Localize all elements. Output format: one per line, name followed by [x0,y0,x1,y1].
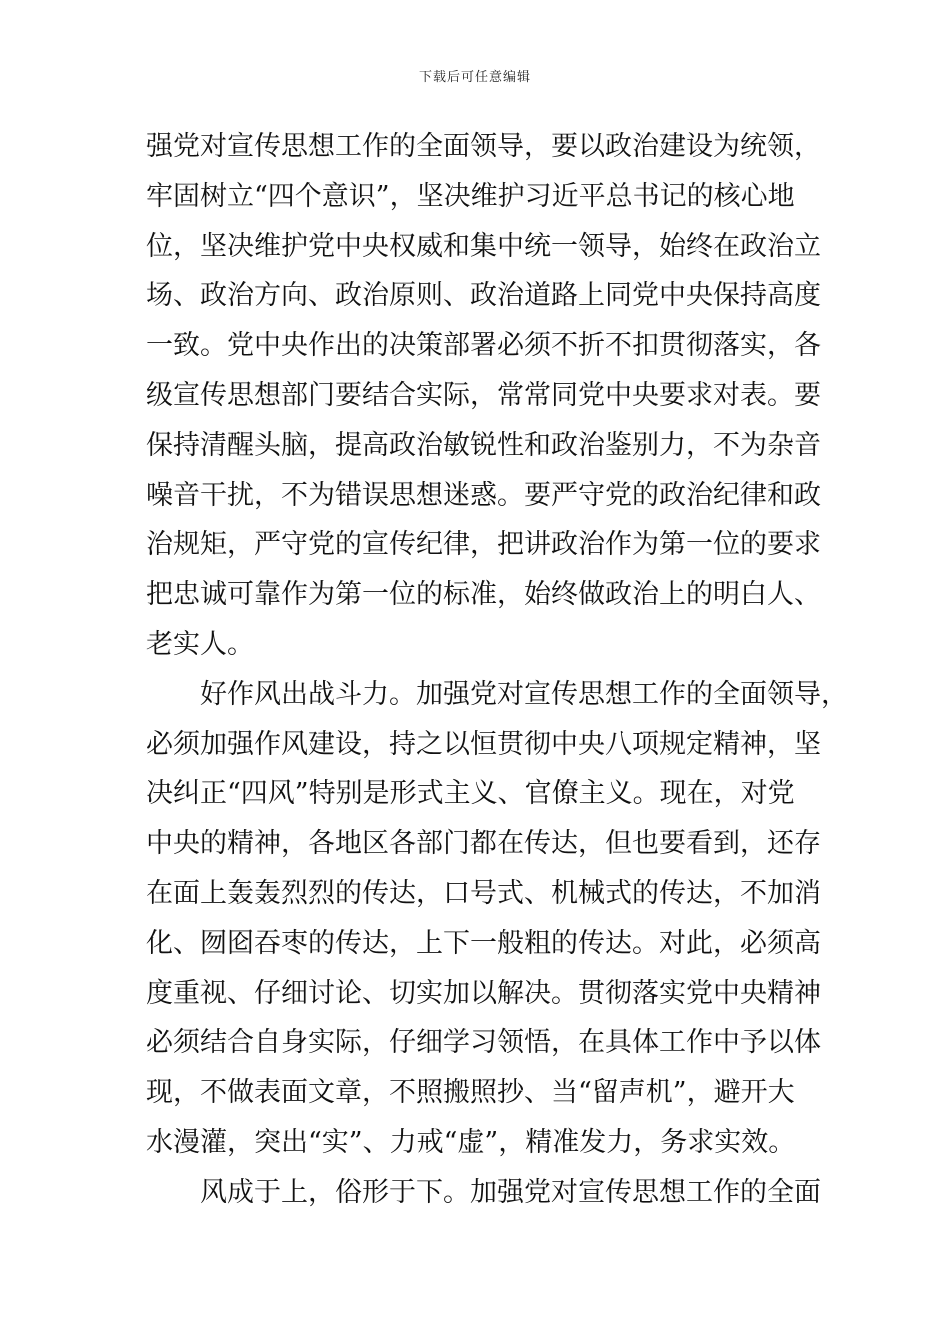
paragraph-1 [146,122,826,670]
paragraph-3 [146,1168,826,1218]
text-line: 风成于上，俗形于下。加强党对宣传思想工作的全面 [200,1176,821,1208]
text-line: 在面上轰轰烈烈的传达，口号式、机械式的传达，不加消 [146,877,821,909]
text-line: 度重视、仔细讨论、切实加以解决。贯彻落实党中央精神 [146,977,821,1009]
text-line: 一致。党中央作出的决策部署必须不折不扣贯彻落实，各 [146,330,821,362]
text-line: 治规矩，严守党的宣传纪律，把讲政治作为第一位的要求 [146,529,821,561]
text-line: 水漫灌，突出“实”、力戒“虚”，精准发力，务求实效。 [146,1126,796,1158]
text-line: 牢固树立“四个意识”，坚决维护习近平总书记的核心地 [146,180,795,212]
text-line: 保持清醒头脑，提高政治敏锐性和政治鉴别力，不为杂音 [146,429,821,461]
page-header: 下载后可任意编辑 [418,70,531,85]
text-line: 位，坚决维护党中央权威和集中统一领导，始终在政治立 [146,230,821,262]
paragraph-2 [146,670,848,1168]
document-body [146,122,848,1218]
text-line: 现，不做表面文章，不照搬照抄、当“留声机”，避开大 [146,1077,795,1109]
text-line: 级宣传思想部门要结合实际，常常同党中央要求对表。要 [146,379,821,411]
text-line: 把忠诚可靠作为第一位的标准，始终做政治上的明白人、 [146,579,821,611]
text-line: 化、囫囵吞枣的传达，上下一般粗的传达。对此，必须高 [146,927,821,959]
text-line: 强党对宣传思想工作的全面领导，要以政治建设为统领， [146,131,821,162]
text-line: 决纠正“四风”特别是形式主义、官僚主义。现在，对党 [146,778,795,810]
text-line: 场、政治方向、政治原则、政治道路上同党中央保持高度 [146,280,821,312]
text-line: 好作风出战斗力。加强党对宣传思想工作的全面领导， [200,678,848,710]
text-line: 中央的精神，各地区各部门都在传达，但也要看到，还存 [146,828,821,860]
text-line: 老实人。 [146,628,254,660]
text-line: 噪音干扰，不为错误思想迷惑。要严守党的政治纪律和政 [146,479,821,511]
text-line: 必须加强作风建设，持之以恒贯彻中央八项规定精神，坚 [146,728,821,760]
text-line: 必须结合自身实际，仔细学习领悟，在具体工作中予以体 [146,1027,821,1059]
